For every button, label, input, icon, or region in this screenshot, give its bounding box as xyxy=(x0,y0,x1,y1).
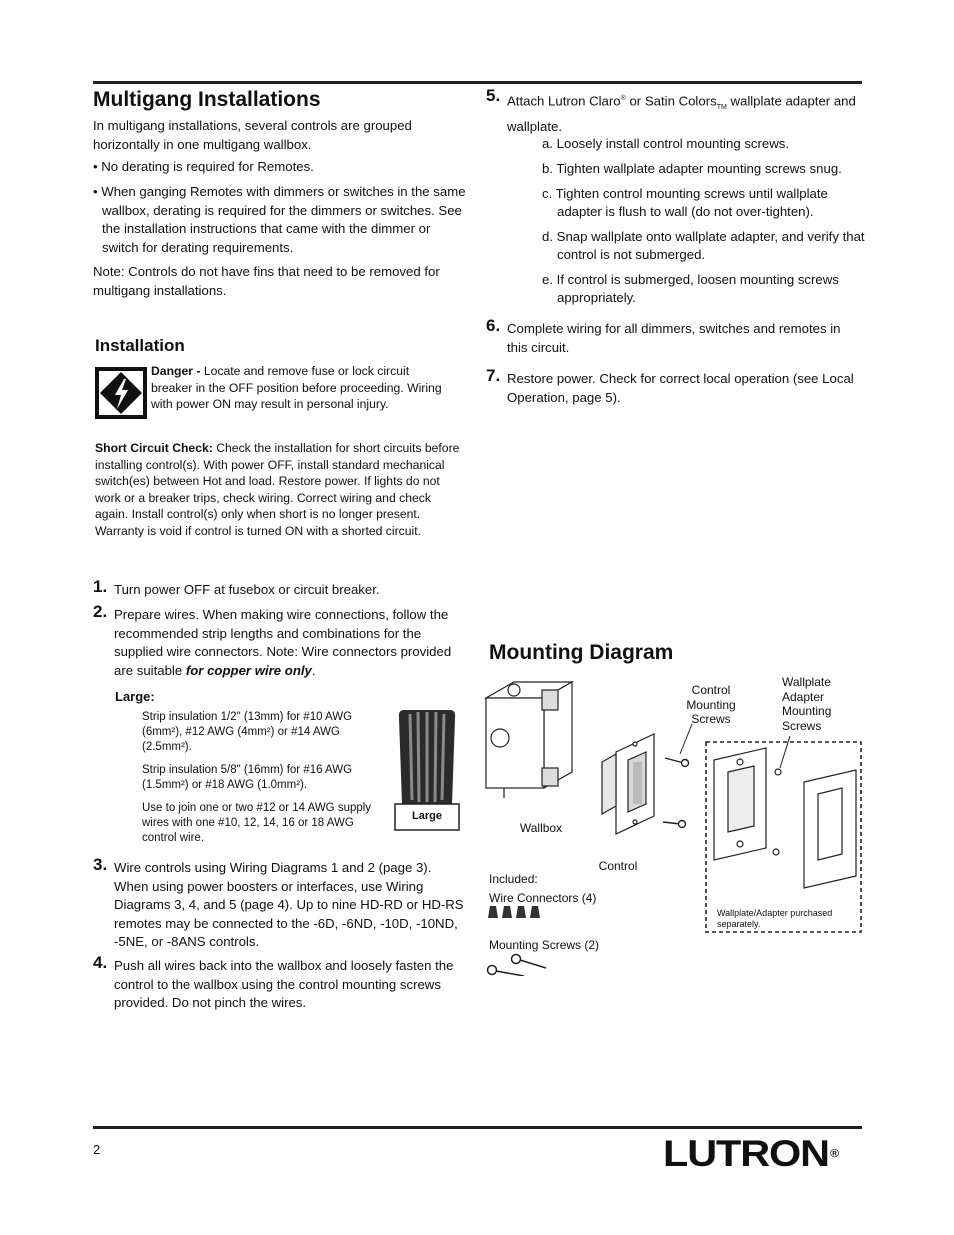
label-control-mounting-screws: Control Mounting Screws xyxy=(686,683,736,726)
step-4-number: 4. xyxy=(93,953,108,972)
wallplate-drawing xyxy=(804,770,856,888)
multigang-note: Note: Controls do not have fins that need to be removed for multigang installations. xyxy=(93,264,440,298)
step-3 xyxy=(93,855,468,952)
step-7-number: 7. xyxy=(486,366,501,385)
label-wire-connectors: Wire Connectors (4) xyxy=(489,891,597,905)
step-1-number: 1. xyxy=(93,577,108,596)
large-strip-2: Strip insulation 5/8" (16mm) for #16 AWG (1.5mm²) or #18 AWG (1.0mm²). xyxy=(142,764,353,791)
included-mounting-screws xyxy=(488,955,547,977)
connector-label: Large xyxy=(412,810,442,822)
control-drawing xyxy=(602,734,654,834)
substep-d: d. Snap wallplate onto wallplate adapter, and verify that control is not submerged. xyxy=(542,229,865,262)
step-2-text xyxy=(114,606,468,680)
trademark-mark: TM xyxy=(716,104,727,112)
danger-body: Locate and remove fuse or lock circuit breaker in the OFF position before proceeding. Wiring with power ON may result in personal injury. xyxy=(151,364,442,411)
step-3-number: 3. xyxy=(93,855,108,874)
danger-warning-icon xyxy=(95,367,147,419)
step-5-part-a: Attach Lutron Claro xyxy=(507,93,621,109)
substep-e: e. If control is submerged, loosen mounting screws appropriately. xyxy=(542,272,839,305)
wallbox-drawing xyxy=(486,682,572,798)
step-7-text: Restore power. Check for correct local operation (see Local Operation, page 5). xyxy=(507,371,854,405)
label-control: Control xyxy=(598,859,638,873)
top-rule xyxy=(93,81,862,84)
step-6-number: 6. xyxy=(486,316,501,335)
page-number: 2 xyxy=(93,1142,101,1157)
step-7 xyxy=(486,366,861,407)
step-1-text: Turn power OFF at fusebox or circuit breaker. xyxy=(114,582,380,597)
step-2-end: . xyxy=(311,662,316,678)
short-circuit-check xyxy=(95,440,467,539)
label-wallplate-adapter-screws: Wallplate Adapter Mounting Screws xyxy=(782,675,832,733)
short-circuit-label: Short Circuit Check: xyxy=(95,441,213,455)
step-5-part-b: or Satin Colors xyxy=(625,93,717,109)
step-5-text xyxy=(507,90,861,136)
registered-mark: ® xyxy=(620,95,626,102)
step-6 xyxy=(486,316,861,357)
danger-text xyxy=(151,363,451,413)
bullet-no-derating: • No derating is required for Remotes. xyxy=(93,159,314,174)
label-included: Included: xyxy=(489,872,538,886)
substep-c: c. Tighten control mounting screws until wallplate adapter is flush to wall (do not over-tighten). xyxy=(542,186,828,219)
large-strip-1: Strip insulation 1/2" (13mm) for #10 AWG (6mm²), #12 AWG (4mm²) or #14 AWG (2.5mm²). xyxy=(142,711,353,753)
step-2-emphasis: for copper wire only xyxy=(185,662,312,678)
label-mounting-screws: Mounting Screws (2) xyxy=(489,938,600,952)
step-3-text: Wire controls using Wiring Diagrams 1 and 2 (page 3). When using power boosters or interfaces, use Wiring Diagrams 3, 4, and 5 (page 4). Up to nine HD-RD or HD-RS remotes may be connected to the -6D, -6ND, -10D, -10ND, -5NE, or -8ANS controls. xyxy=(114,860,464,949)
bullet-derating: • When ganging Remotes with dimmers or switches in the same wallbox, derating is required for the dimmers or switches. See the installation instructions that came with the dimmer or switch for derating requirements. xyxy=(93,184,466,255)
step-2-number: 2. xyxy=(93,602,108,621)
large-join-note: Use to join one or two #12 or 14 AWG supply wires with one #10, 12, 14, 16 or 18 AWG control wire. xyxy=(142,802,372,844)
short-circuit-body: Check the installation for short circuits before installing control(s). With power OFF, install standard mechanical switch(es) between Hot and load. Restore power. If lights do not work or a breaker trips, check wiring. Correct wiring and check again. Install control(s) only when short is no longer present. Warranty is void if control is turned ON with a shorted circuit. xyxy=(95,441,460,538)
step-4-text: Push all wires back into the wallbox and loosely fasten the control to the wallbox using the control mounting screws provided. Do not pinch the wires. xyxy=(114,958,454,1010)
danger-label: Danger - xyxy=(151,364,201,378)
mounting-diagram-title: Mounting Diagram xyxy=(489,641,674,664)
wallplate-adapter-drawing xyxy=(714,736,790,860)
step-4 xyxy=(93,953,468,1013)
step-2 xyxy=(93,602,468,680)
included-wire-connectors xyxy=(488,906,540,918)
step-1 xyxy=(93,577,468,600)
lutron-logo-registered: ® xyxy=(830,1148,839,1160)
label-wallbox: Wallbox xyxy=(519,821,563,835)
substep-a: a. Loosely install control mounting screws. xyxy=(542,136,790,151)
lutron-logo-text: LUTRON xyxy=(663,1133,829,1174)
control-screws-drawing xyxy=(663,724,692,828)
section-title-multigang: Multigang Installations xyxy=(93,88,321,111)
wire-connector-illustration xyxy=(394,708,460,832)
large-heading: Large: xyxy=(115,689,155,704)
step-2-body: Prepare wires. When making wire connections, follow the recommended strip lengths and combinations for the supplied wire connectors. Note: Wire connectors provided are suitable xyxy=(114,607,452,678)
step-5-number: 5. xyxy=(486,86,501,105)
bottom-rule xyxy=(93,1126,862,1129)
substep-b: b. Tighten wallplate adapter mounting screws snug. xyxy=(542,161,842,176)
label-purchased-separately: Wallplate/Adapter purchased separately. xyxy=(717,908,833,929)
multigang-intro: In multigang installations, several controls are grouped horizontally in one multigang wallbox. xyxy=(93,118,412,152)
step-6-text: Complete wiring for all dimmers, switches and remotes in this circuit. xyxy=(507,321,841,355)
step-5 xyxy=(486,86,861,136)
installation-heading: Installation xyxy=(95,336,185,355)
step-5-part-c: wallplate adapter and wallplate. xyxy=(507,93,856,134)
lutron-logo xyxy=(663,1132,838,1176)
